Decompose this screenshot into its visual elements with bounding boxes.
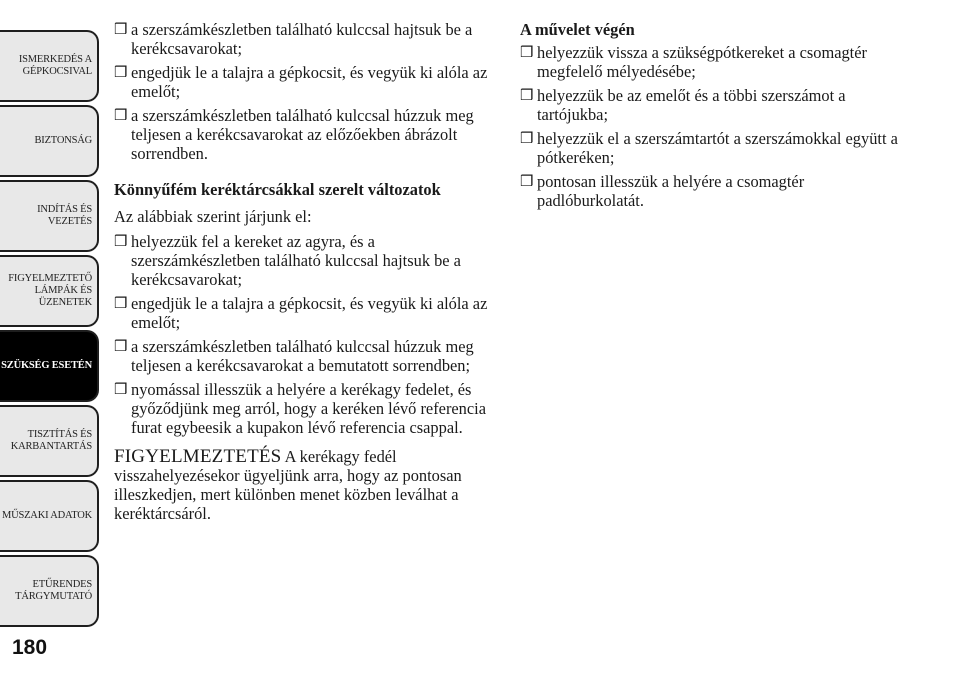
intro-text: Az alábbiak szerint járjunk el: <box>114 207 312 226</box>
item-text: helyezzük el a szerszámtartót a szerszámokkal együtt a pótkeréken; <box>537 129 898 167</box>
checkbox-bullet-icon: ❒ <box>520 86 534 104</box>
tab-figyelmezteto[interactable]: FIGYELMEZTETŐ LÁMPÁK ÉS ÜZENETEK <box>0 255 99 327</box>
left-column <box>114 20 506 523</box>
warning-note <box>114 447 506 523</box>
warning-label: FIGYELMEZTETÉS <box>114 446 282 467</box>
right-column <box>520 20 900 215</box>
tab-inditas[interactable]: INDÍTÁS ÉS VEZETÉS <box>0 180 99 252</box>
checkbox-bullet-icon: ❒ <box>114 294 128 312</box>
checkbox-bullet-icon: ❒ <box>114 20 128 38</box>
page-number: 180 <box>12 636 48 659</box>
item-text: a szerszámkészletben található kulccsal húzzuk meg teljesen a kerékcsavarokat az előzőekben ábrázolt sorrendben. <box>131 106 474 163</box>
list-item <box>520 129 900 167</box>
item-text: a szerszámkészletben található kulccsal hajtsuk be a kerékcsavarokat; <box>131 20 473 58</box>
chapter-tabs <box>0 0 100 686</box>
list-item <box>114 337 506 375</box>
item-text: nyomással illesszük a helyére a kerékagy fedelet, és győződjünk meg arról, hogy a keréken lévő referencia furat egybeesik a kupakon lévő referencia csappal. <box>131 380 486 437</box>
list-item <box>114 380 506 437</box>
section-heading: Könnyűfém keréktárcsákkal szerelt változatok <box>114 180 441 199</box>
tab-ismerkedes[interactable]: ISMERKEDÉS A GÉPKOCSIVAL <box>0 30 99 102</box>
warning-text: A kerékagy fedél visszahelyezésekor ügyeljünk arra, hogy az pontosan illeszkedjen, mert különben menet közben leválhat a keréktárcsáról. <box>114 447 462 523</box>
item-text: helyezzük fel a kereket az agyra, és a szerszámkészletben található kulccsal hajtsuk be a kerékcsavarokat; <box>131 232 461 289</box>
item-text: helyezzük vissza a szükségpótkereket a csomagtér megfelelő mélyedésébe; <box>537 43 867 81</box>
list-item <box>520 86 900 124</box>
tab-muszaki-adatok[interactable]: MŰSZAKI ADATOK <box>0 480 99 552</box>
section-heading: A művelet végén <box>520 20 635 39</box>
checkbox-bullet-icon: ❒ <box>520 129 534 147</box>
list-item <box>114 106 506 163</box>
list-item <box>114 232 506 289</box>
checkbox-bullet-icon: ❒ <box>114 106 128 124</box>
list-item <box>114 63 506 101</box>
list-item <box>520 43 900 81</box>
tab-szukseg-eseten[interactable]: SZÜKSÉG ESETÉN <box>0 330 99 402</box>
checkbox-bullet-icon: ❒ <box>114 337 128 355</box>
list-item <box>114 294 506 332</box>
item-text: a szerszámkészletben található kulccsal húzzuk meg teljesen a kerékcsavarokat a bemutatott sorrendben; <box>131 337 474 375</box>
checkbox-bullet-icon: ❒ <box>520 172 534 190</box>
checkbox-bullet-icon: ❒ <box>114 380 128 398</box>
item-text: helyezzük be az emelőt és a többi szerszámot a tartójukba; <box>537 86 846 124</box>
list-item <box>520 172 900 210</box>
item-text: pontosan illesszük a helyére a csomagtér padlóburkolatát. <box>537 172 805 210</box>
item-text: engedjük le a talajra a gépkocsit, és vegyük ki alóla az emelőt; <box>131 294 488 332</box>
list-item <box>114 20 506 58</box>
item-text: engedjük le a talajra a gépkocsit, és vegyük ki alóla az emelőt; <box>131 63 488 101</box>
checkbox-bullet-icon: ❒ <box>114 63 128 81</box>
tab-targymutato[interactable]: ETŰRENDES TÁRGYMUTATÓ <box>0 555 99 627</box>
tab-biztonsag[interactable]: BIZTONSÁG <box>0 105 99 177</box>
checkbox-bullet-icon: ❒ <box>520 43 534 61</box>
checkbox-bullet-icon: ❒ <box>114 232 128 250</box>
tab-tisztitas[interactable]: TISZTÍTÁS ÉS KARBANTARTÁS <box>0 405 99 477</box>
